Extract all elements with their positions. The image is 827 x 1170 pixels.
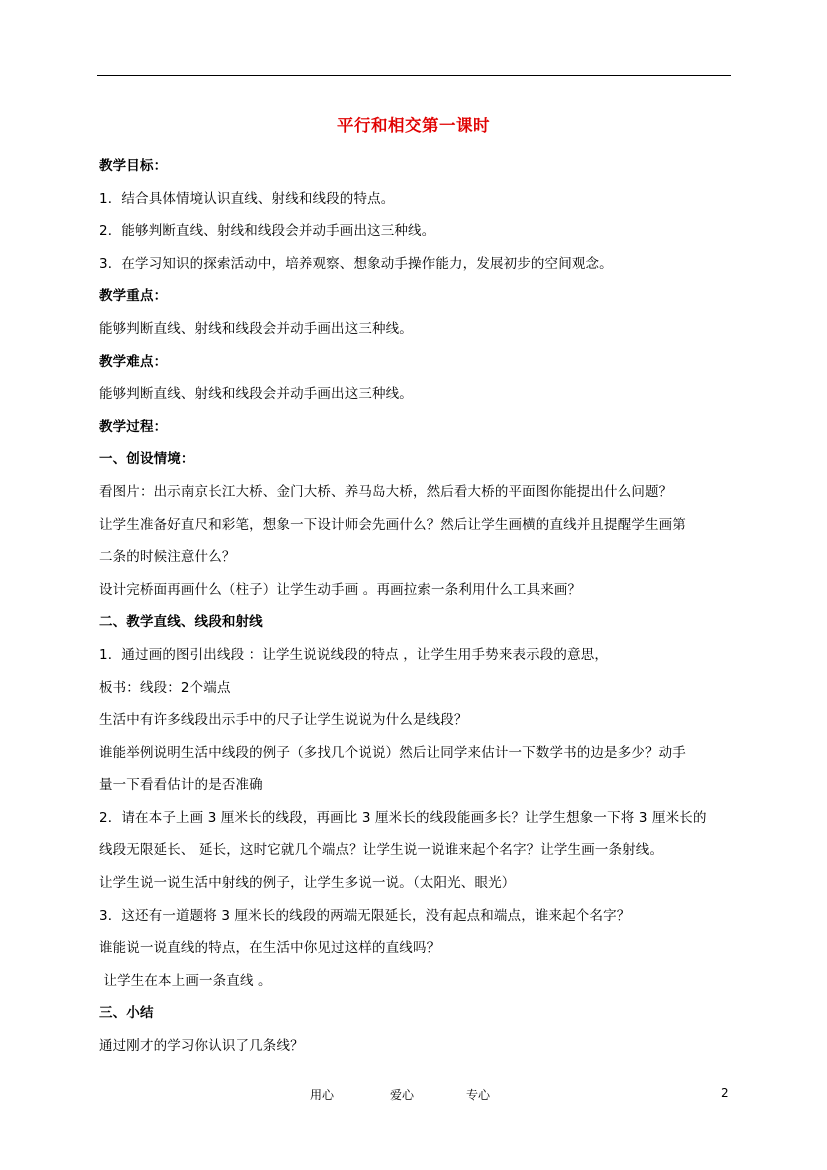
paragraph: 看图片：出示南京长江大桥、金门大桥、养马岛大桥，然后看大桥的平面图你能提出什么问题？ — [99, 483, 673, 500]
objective-item: 1．结合具体情境认识直线、射线和线段的特点。 — [99, 190, 395, 207]
objective-item: 3．在学习知识的探索活动中，培养观察、想象动手操作能力，发展初步的空间观念。 — [99, 255, 613, 272]
section-heading-process: 教学过程： — [99, 418, 168, 435]
footer-word: 专心 — [466, 1088, 491, 1102]
paragraph: 让学生准备好直尺和彩笔，想象一下设计师会先画什么？然后让学生画横的直线并且提醒学生画第 — [99, 516, 686, 533]
paragraph: 2．请在本子上画 3 厘米长的线段，再画比 3 厘米长的线段能画多长？让学生想象一下将 3 厘米长的 — [99, 809, 707, 826]
paragraph: 设计完桥面再画什么（柱子）让学生动手画 。再画拉索一条利用什么工具来画？ — [99, 581, 582, 598]
footer-word: 爱心 — [390, 1088, 415, 1102]
footer-word: 用心 — [310, 1088, 335, 1102]
paragraph: 1．通过画的图引出线段 ：让学生说说线段的特点 ，让学生用手势来表示段的意思， — [99, 646, 609, 663]
paragraph: 板书：线段：2个端点 — [99, 679, 231, 696]
document-body — [99, 150, 731, 1063]
paragraph: 谁能说一说直线的特点，在生活中你见过这样的直线吗？ — [99, 940, 441, 957]
section-heading-scenario: 一、创设情境： — [99, 451, 195, 468]
section-heading-objectives: 教学目标： — [99, 158, 168, 174]
section-heading-summary: 三、小结 — [99, 1005, 154, 1022]
header-rule — [97, 75, 731, 76]
paragraph: 量一下看看估计的是否准确 — [99, 777, 263, 794]
paragraph: 通过刚才的学习你认识了几条线？ — [99, 1038, 304, 1055]
document-title: 平行和相交第一课时 — [337, 116, 490, 135]
section-heading-difficulties: 教学难点： — [99, 353, 168, 370]
page-footer — [0, 1086, 827, 1106]
page-number: 2 — [721, 1086, 729, 1100]
paragraph: 能够判断直线、射线和线段会并动手画出这三种线。 — [99, 320, 413, 337]
paragraph: 二条的时候注意什么？ — [99, 549, 236, 566]
paragraph: 让学生说一说生活中射线的例子，让学生多说一说。（太阳光、眼光） — [99, 875, 516, 892]
paragraph: 3．这还有一道题将 3 厘米长的线段的两端无限延长，没有起点和端点，谁来起个名字？ — [99, 907, 631, 924]
paragraph: 能够判断直线、射线和线段会并动手画出这三种线。 — [99, 386, 413, 403]
objective-item: 2．能够判断直线、射线和线段会并动手画出这三种线。 — [99, 223, 436, 240]
section-heading-teaching-lines: 二、教学直线、线段和射线 — [99, 614, 263, 631]
section-heading-key-points: 教学重点： — [99, 288, 168, 305]
paragraph: 生活中有许多线段出示手中的尺子让学生说说为什么是线段？ — [99, 712, 468, 729]
paragraph: 谁能举例说明生活中线段的例子（多找几个说说）然后让同学来估计一下数学书的边是多少？动手 — [99, 744, 686, 761]
paragraph: 让学生在本上画一条直线 。 — [99, 972, 272, 989]
paragraph: 线段无限延长、 延长，这时它就几个端点？让学生说一说谁来起个名字？让学生画一条射线。 — [99, 842, 664, 859]
